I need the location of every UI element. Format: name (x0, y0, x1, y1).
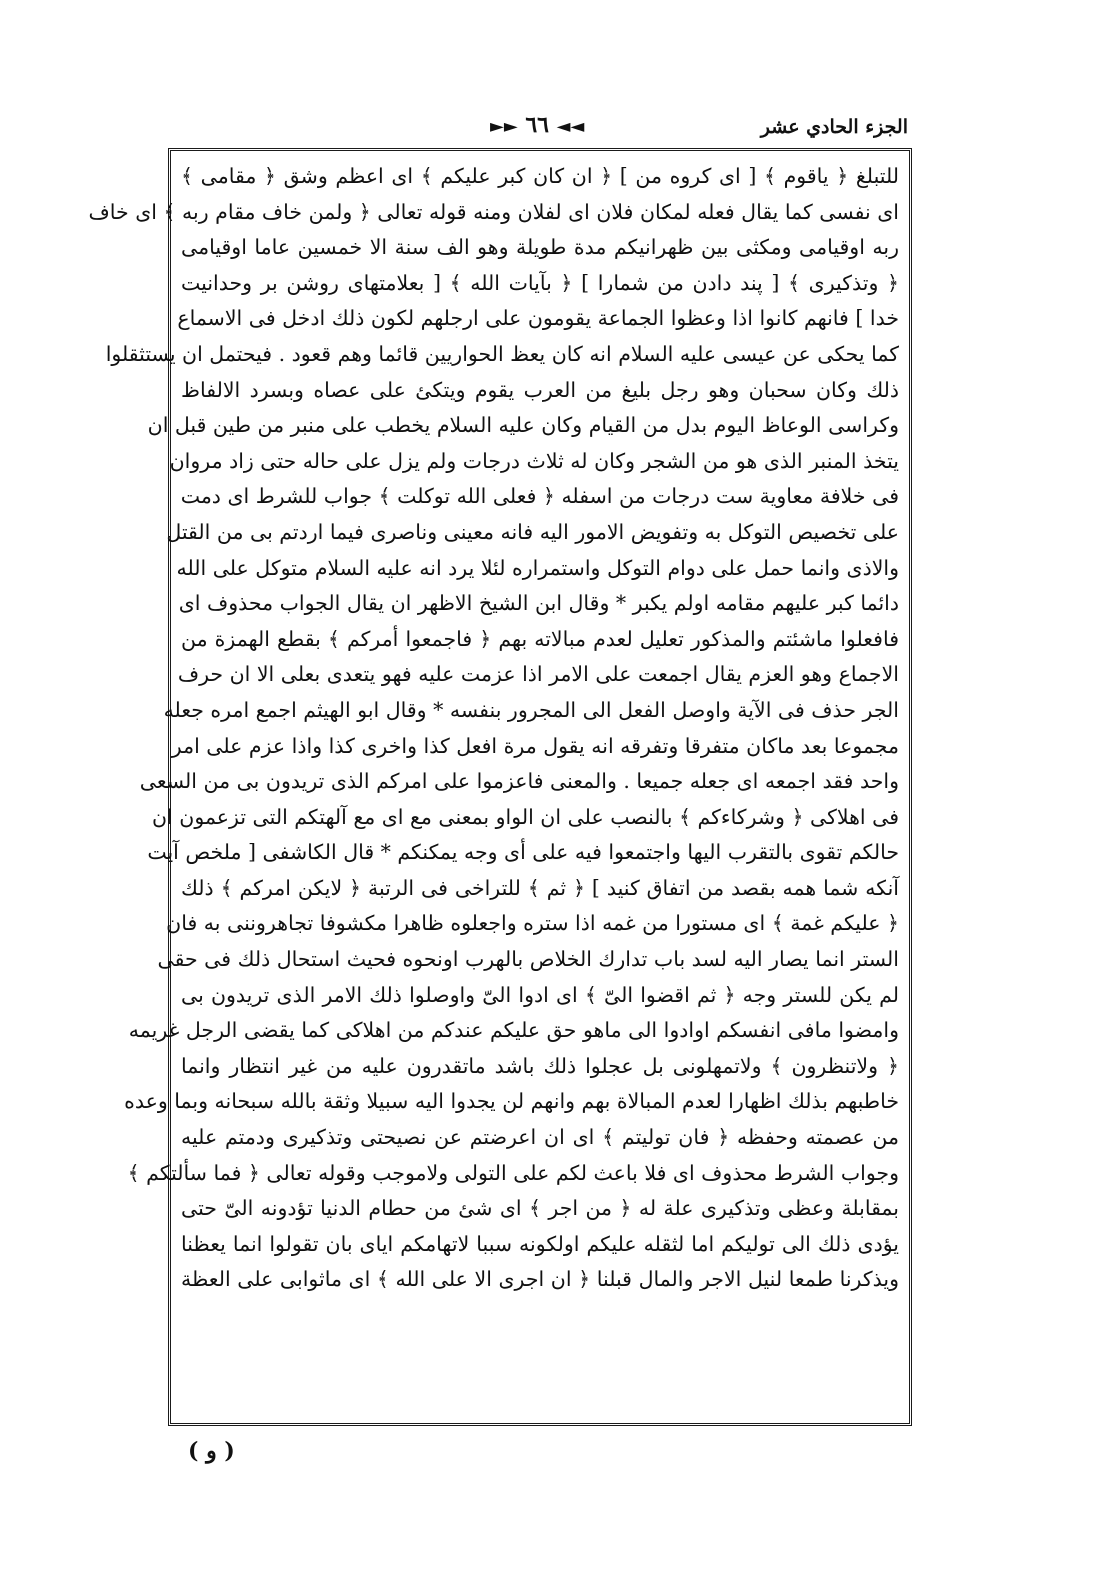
text-line: الاجماع وهو العزم يقال اجمعت على الامر اذا عزمت عليه فهو يتعدى بعلى الا ان حرف (177, 662, 899, 687)
right-ornament-icon: ►► (490, 116, 518, 137)
text-line: يتخذ المنبر الذى هو من الشجر وكان له ثلاث درجات ولم يزل على حاله حتى زاد مروان (169, 448, 899, 473)
text-line: واحد فقد اجمعه اى جعله جميعا . والمعنى فاعزموا على امركم الذى تريدون بى من السعى (139, 769, 899, 794)
text-line: خدا ] فانهم كانوا اذا وعظوا الجماعة يقومون على ارجلهم لكون ذلك ادخل فى الاسماع (177, 306, 899, 331)
text-line: حالكم تقوى بالتقرب اليها واجتمعوا فيه على أى وجه يمكنكم * قال الكاشفى [ ملخص آيت (147, 840, 899, 865)
page-number (490, 112, 584, 138)
text-line: ويذكرنا طمعا لنيل الاجر والمال قبلنا ﴿ ان اجرى الا على الله ﴾ اى ماثوابى على العظة (181, 1267, 899, 1292)
text-line: فافعلوا ماشئتم والمذكور تعليل لعدم مبالاته بهم ﴿ فاجمعوا أمركم ﴾ بقطع الهمزة من (181, 626, 899, 651)
text-line: ﴿ عليكم غمة ﴾ اى مستورا من غمه اذا ستره واجعلوه ظاهرا مكشوفا تجاهروننى به فان (166, 911, 899, 936)
text-line: فى خلافة معاوية ست درجات من اسفله ﴿ فعلى الله توكلت ﴾ جواب للشرط اى دمت (180, 484, 899, 509)
text-line: الستر انما يصار اليه لسد باب تدارك الخلاص بالهرب اونحوه فحيث استحال ذلك فى حقى (157, 947, 899, 972)
text-line: وجواب الشرط محذوف اى فلا باعث لكم على التولى ولاموجب وقوله تعالى ﴿ فما سألتكم ﴾ (127, 1160, 899, 1185)
text-frame (88, 148, 912, 1426)
text-line: يؤدى ذلك الى توليكم اما لثقله عليكم اولكونه سببا لاتهامكم اياى بان تقولوا انما يعظنا (181, 1231, 899, 1256)
text-line: فى اهلاكى ﴿ وشركاءكم ﴾ بالنصب على ان الواو بمعنى مع اى مع آلهتكم التى تزعمون ان (152, 804, 899, 829)
text-line (181, 1334, 899, 1370)
left-ornament-icon: ◄◄ (556, 116, 585, 137)
text-line: الجر حذف فى الآية واوصل الفعل الى المجرور بنفسه * وقال ابو الهيثم اجمع امره جعله (163, 697, 899, 722)
text-line: على تخصيص التوكل به وتفويض الامور اليه فانه معينى وناصرى فيما اردتم بى من القتل (166, 519, 899, 544)
body-text (88, 159, 899, 1417)
page-header (150, 112, 908, 148)
text-line: دائما كبر عليهم مقامه اولم يكبر * وقال ابن الشيخ الاظهر ان يقال الجواب محذوف اى (178, 591, 899, 616)
text-line: ربه اوقيامى ومكثى بين ظهرانيكم مدة طويلة وهو الف سنة الا خمسين عاما اوقيامى (181, 235, 899, 260)
text-line: ﴿ وتذكيرى ﴾ [ پند دادن من شمارا ] ﴿ بآيات الله ﴾ [ بعلامتهاى روشن بر وحدانيت (181, 270, 899, 295)
text-line: اى نفسى كما يقال فعله لمكان فلان اى لفلان ومنه قوله تعالى ﴿ ولمن خاف مقام ربه ﴾ اى خاف (88, 199, 899, 224)
text-line: وكراسى الوعاظ اليوم بدل من القيام وكان عليه السلام يخطب على منبر من طين قبل ان (147, 413, 899, 438)
page-number-value: ٦٦ (525, 112, 549, 138)
text-line (181, 1298, 899, 1334)
text-line: ذلك وكان سحبان وهو رجل بليغ من العرب يقوم ويتكئ على عصاه وبسرد الالفاظ (181, 377, 899, 402)
text-line: مجموعا بعد ماكان متفرقا وتفرقه انه يقول مرة افعل كذا واخرى كذا واذا عزم على امر (171, 733, 899, 758)
text-line: آنكه شما همه بقصد من اتفاق كنيد ] ﴿ ثم ﴾ للتراخى فى الرتبة ﴿ لايكن امركم ﴾ ذلك (181, 875, 899, 900)
text-line: من عصمته وحفظه ﴿ فان توليتم ﴾ اى ان اعرضتم عن نصيحتى وتذكيرى ودمتم عليه (181, 1125, 899, 1150)
text-line: والاذى وانما حمل على دوام التوكل واستمراره لئلا يرد انه عليه السلام متوكل على الله (176, 555, 899, 580)
text-line: خاطبهم بذلك اظهارا لعدم المبالاة بهم وانهم لن يجدوا اليه سبيلا وثقة بالله سبحانه وبما وعده (124, 1089, 899, 1114)
text-line: للتبلغ ﴿ ياقوم ﴾ [ اى كروه من ] ﴿ ان كان كبر عليكم ﴾ اى اعظم وشق ﴿ مقامى ﴾ (181, 164, 899, 188)
signature-mark: ( و ) (188, 1438, 235, 1464)
text-line: لم يكن للستر وجه ﴿ ثم اقضوا الىّ ﴾ اى ادوا الىّ واوصلوا ذلك الامر الذى تريدون بى (181, 982, 899, 1007)
text-line: بمقابلة وعظى وتذكيرى علة له ﴿ من اجر ﴾ اى شئ من حطام الدنيا تؤدونه الىّ حتى (181, 1196, 899, 1221)
text-line: ﴿ ولاتنظرون ﴾ ولاتمهلونى بل عجلوا ذلك باشد ماتقدرون عليه من غير انتظار وانما (181, 1053, 899, 1078)
text-line: كما يحكى عن عيسى عليه السلام انه كان يعظ الحواريين قائما وهم قعود . فيحتمل ان يستثقلوا (105, 341, 899, 366)
text-line: وامضوا مافى انفسكم اوادوا الى ماهو حق عليكم عندكم من اهلاكى كما يقضى الرجل غريمه (128, 1018, 899, 1043)
running-head: الجزء الحادي عشر (760, 116, 908, 138)
